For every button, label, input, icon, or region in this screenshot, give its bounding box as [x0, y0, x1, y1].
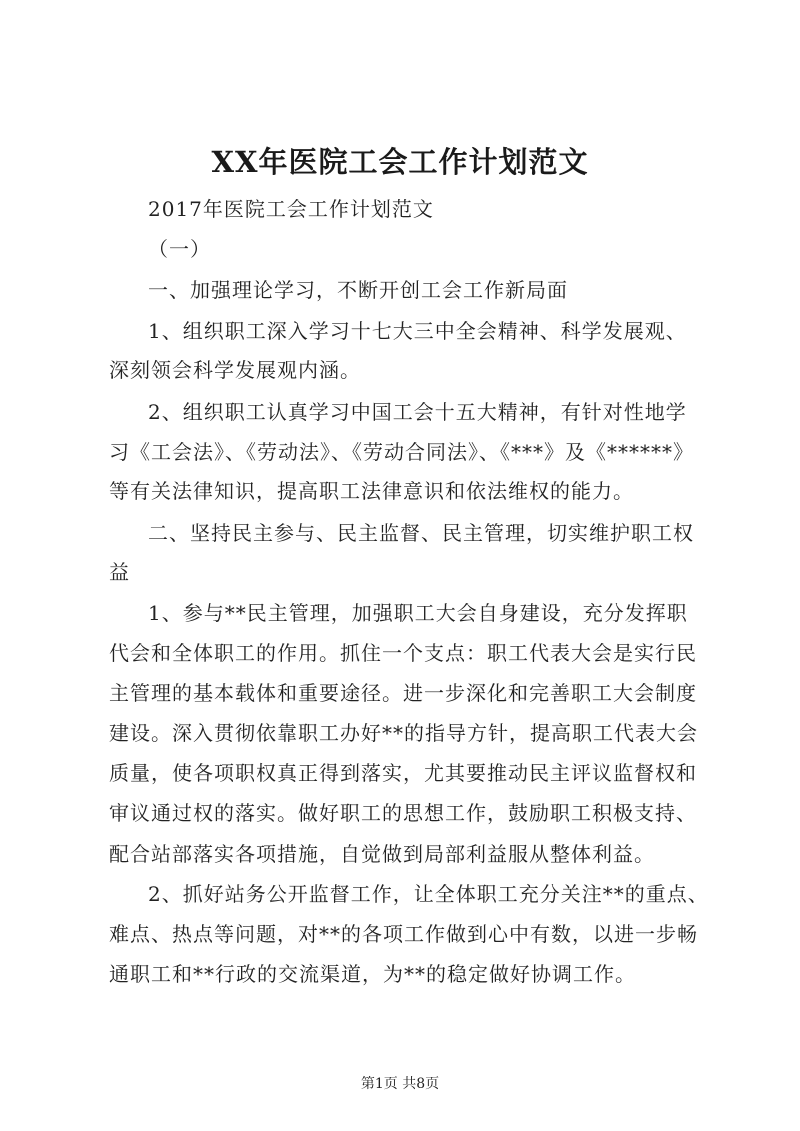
text-line: 2、抓好站务公开监督工作，让全体职工充分关注**的重点、 — [148, 882, 709, 906]
text-line: （一） — [148, 237, 211, 261]
text-line: 难点、热点等问题，对**的各项工作做到心中有数，以进一步畅 — [109, 922, 698, 946]
text-line: 代会和全体职工的作用。抓住一个支点：职工代表大会是实行民 — [109, 641, 697, 665]
text-line: 1、参与**民主管理，加强职工大会自身建设，充分发挥职 — [148, 601, 688, 625]
document-title: XX年医院工会工作计划范文 — [211, 145, 589, 179]
text-line: 2017年医院工会工作计划范文 — [148, 197, 434, 221]
text-line: 2、组织职工认真学习中国工会十五大精神，有针对性地学 — [148, 400, 687, 424]
text-line: 习《工会法》、《劳动法》、《劳动合同法》、《***》及《******》 — [109, 440, 694, 464]
page-number-footer: 第1页 共8页 — [360, 1076, 440, 1092]
text-line: 质量，使各项职权真正得到落实，尤其要推动民主评议监督权和 — [109, 761, 697, 785]
text-line: 等有关法律知识，提高职工法律意识和依法维权的能力。 — [109, 479, 634, 503]
section-heading: 二、坚持民主参与、民主监督、民主管理，切实维护职工权 — [148, 521, 694, 545]
text-line: 通职工和**行政的交流渠道，为**的稳定做好协调工作。 — [109, 962, 636, 986]
text-line: 配合站部落实各项措施，自觉做到局部利益服从整体利益。 — [109, 842, 655, 866]
section-heading-cont: 益 — [109, 560, 130, 584]
text-line: 深刻领会科学发展观内涵。 — [109, 358, 361, 382]
text-line: 1、组织职工深入学习十七大三中全会精神、科学发展观、 — [148, 319, 687, 343]
text-line: 建设。深入贯彻依靠职工办好**的指导方针，提高职工代表大会 — [109, 721, 698, 745]
section-heading: 一、加强理论学习，不断开创工会工作新局面 — [148, 278, 568, 302]
text-line: 审议通过权的落实。做好职工的思想工作，鼓励职工积极支持、 — [109, 801, 697, 825]
text-line: 主管理的基本载体和重要途径。进一步深化和完善职工大会制度 — [109, 681, 697, 705]
